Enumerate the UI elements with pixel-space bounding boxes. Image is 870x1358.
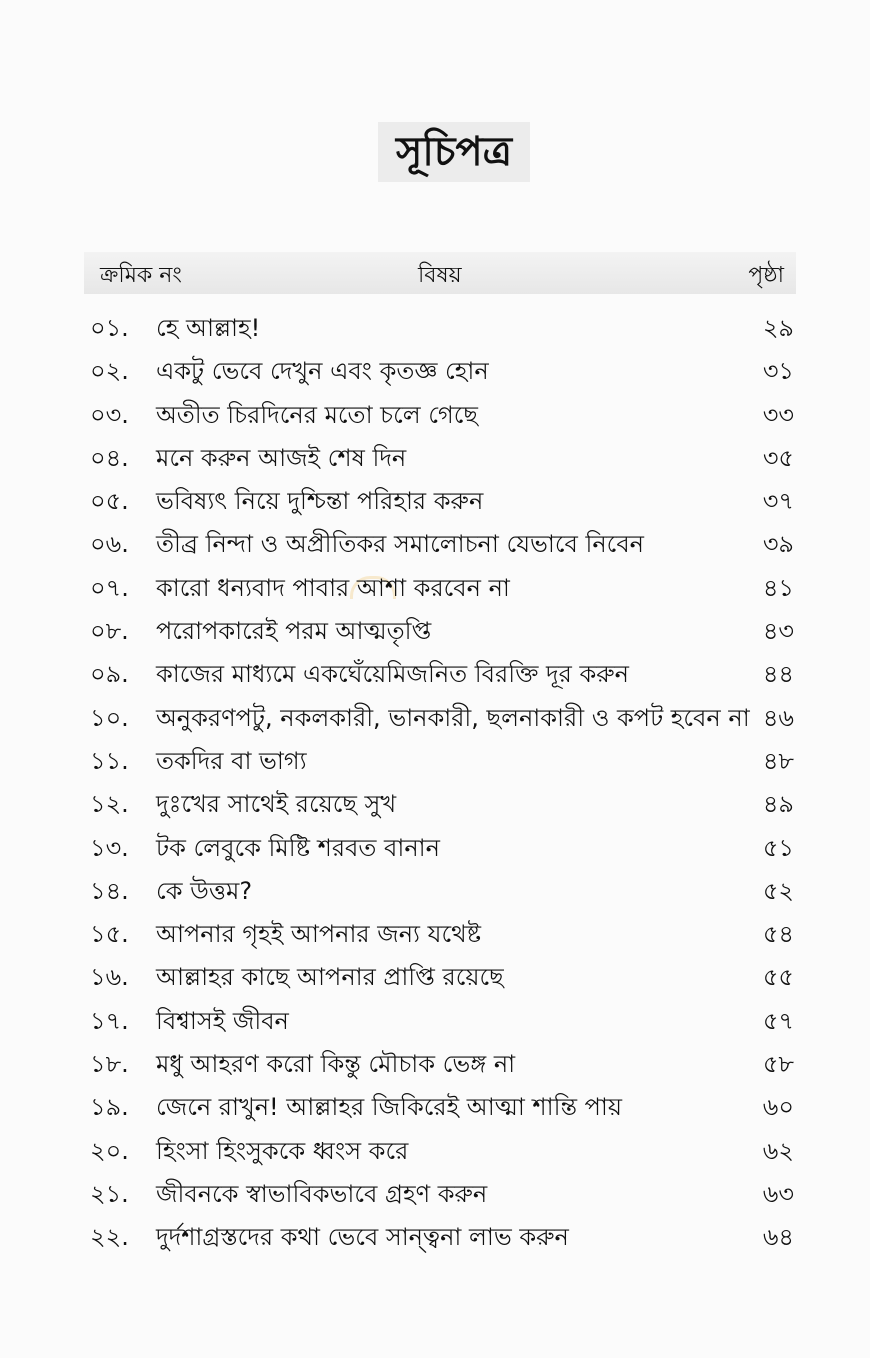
toc-row — [84, 1131, 796, 1174]
toc-subject: আপনার গৃহই আপনার জন্য যথেষ্ট — [156, 920, 482, 949]
toc-row — [84, 351, 796, 394]
toc-page-number: ৫৪ — [762, 920, 794, 949]
toc-row — [84, 1174, 796, 1217]
toc-page-number: ৫১ — [762, 833, 794, 862]
toc-row — [84, 1217, 796, 1260]
toc-number: ১৮. — [90, 1050, 129, 1079]
toc-number: ০২. — [90, 357, 129, 386]
toc-subject: টক লেবুকে মিষ্টি শরবত বানান — [156, 833, 440, 862]
toc-page-number: ৩৩ — [762, 400, 794, 429]
toc-number: ২২. — [90, 1223, 129, 1252]
toc-list — [84, 308, 796, 1261]
toc-number: ২১. — [90, 1179, 129, 1208]
toc-row — [84, 524, 796, 567]
toc-subject: কারো ধন্যবাদ পাবার আশা করবেন না — [156, 573, 510, 602]
toc-row — [84, 568, 796, 611]
toc-number: ১৬. — [90, 963, 129, 992]
toc-subject: তকদির বা ভাগ্য — [156, 746, 307, 775]
toc-subject: জেনে রাখুন! আল্লাহর জিকিরেই আত্মা শান্তি পায় — [156, 1093, 623, 1122]
toc-number: ১৪. — [90, 876, 129, 905]
toc-number: ০৮. — [90, 617, 129, 646]
header-subject: বিষয় — [418, 263, 462, 288]
toc-number: ১২. — [90, 790, 129, 819]
toc-header — [84, 252, 796, 294]
header-serial: ক্রমিক নং — [100, 263, 182, 288]
toc-subject: দুর্দশাগ্রস্তদের কথা ভেবে সান্ত্বনা লাভ করুন — [156, 1223, 569, 1252]
toc-row — [84, 871, 796, 914]
toc-page-number: ৪৪ — [762, 660, 794, 689]
toc-page-number: ২৯ — [762, 314, 794, 342]
toc-page-number: ৪৯ — [762, 790, 794, 819]
toc-page-number: ৬০ — [762, 1093, 794, 1122]
toc-row — [84, 1087, 796, 1130]
toc-page-number: ৬২ — [762, 1136, 794, 1165]
toc-row — [84, 611, 796, 654]
toc-row — [84, 698, 796, 741]
page-title: সূচিপত্র — [378, 122, 530, 182]
toc-page-number: ৩৯ — [762, 530, 794, 559]
toc-page-number: ৫৫ — [762, 963, 794, 992]
toc-page-number: ৩৫ — [762, 443, 794, 472]
toc-page-number: ৪৬ — [762, 703, 794, 732]
toc-page-number: ৪৩ — [762, 617, 794, 646]
toc-subject: বিশ্বাসই জীবন — [156, 1006, 289, 1035]
toc-number: ০৭. — [90, 573, 129, 602]
toc-row — [84, 481, 796, 524]
toc-number: ০৫. — [90, 487, 129, 516]
toc-subject: হে আল্লাহ! — [156, 314, 261, 342]
toc-number: ০৬. — [90, 530, 129, 559]
toc-page-number: ৬৪ — [762, 1223, 794, 1252]
toc-subject: কে উত্তম? — [156, 876, 253, 905]
toc-row — [84, 654, 796, 697]
header-page: পৃষ্ঠা — [748, 263, 784, 288]
toc-subject: অতীত চিরদিনের মতো চলে গেছে — [156, 400, 478, 429]
toc-subject: একটু ভেবে দেখুন এবং কৃতজ্ঞ হোন — [156, 357, 489, 386]
toc-row — [84, 784, 796, 827]
toc-page-number: ৫২ — [762, 876, 794, 905]
toc-subject: দুঃখের সাথেই রয়েছে সুখ — [156, 790, 397, 819]
toc-subject: ভবিষ্যৎ নিয়ে দুশ্চিন্তা পরিহার করুন — [156, 487, 484, 516]
toc-page-number: ৬৩ — [762, 1179, 794, 1208]
toc-number: ১১. — [90, 746, 129, 775]
toc-subject: অনুকরণপটু, নকলকারী, ভানকারী, ছলনাকারী ও কপট হবেন না — [156, 703, 750, 732]
toc-page-number: ৪১ — [762, 573, 794, 602]
toc-page-number: ৩১ — [762, 357, 794, 386]
toc-subject: হিংসা হিংসুককে ধ্বংস করে — [156, 1136, 409, 1165]
toc-row — [84, 957, 796, 1000]
toc-number: ০৪. — [90, 443, 129, 472]
toc-page-number: ৪৮ — [762, 746, 794, 775]
toc-subject: তীব্র নিন্দা ও অপ্রীতিকর সমালোচনা যেভাবে নিবেন — [156, 530, 645, 559]
toc-page-number: ৫৭ — [762, 1006, 794, 1035]
toc-subject: জীবনকে স্বাভাবিকভাবে গ্রহণ করুন — [156, 1179, 488, 1208]
toc-subject: আল্লাহর কাছে আপনার প্রাপ্তি রয়েছে — [156, 963, 504, 992]
toc-page-number: ৫৮ — [762, 1050, 794, 1079]
toc-row — [84, 438, 796, 481]
toc-row — [84, 914, 796, 957]
toc-number: ০১. — [90, 314, 129, 342]
toc-row — [84, 741, 796, 784]
toc-number: ১৯. — [90, 1093, 129, 1122]
toc-number: ১৫. — [90, 920, 129, 949]
toc-number: ১৩. — [90, 833, 129, 862]
toc-row — [84, 395, 796, 438]
toc-row — [84, 1044, 796, 1087]
toc-page-number: ৩৭ — [762, 487, 794, 516]
toc-row — [84, 308, 796, 351]
toc-subject: মনে করুন আজই শেষ দিন — [156, 443, 407, 472]
toc-number: ০৯. — [90, 660, 129, 689]
toc-row — [84, 828, 796, 871]
toc-number: ১৭. — [90, 1006, 129, 1035]
toc-row — [84, 1001, 796, 1044]
toc-subject: কাজের মাধ্যমে একঘেঁয়েমিজনিত বিরক্তি দূর করুন — [156, 660, 629, 689]
toc-number: ১০. — [90, 703, 129, 732]
toc-subject: পরোপকারেই পরম আত্মতৃপ্তি — [156, 617, 432, 646]
toc-number: ২০. — [90, 1136, 129, 1165]
toc-subject: মধু আহরণ করো কিন্তু মৌচাক ভেঙ্গ না — [156, 1050, 516, 1079]
toc-number: ০৩. — [90, 400, 129, 429]
